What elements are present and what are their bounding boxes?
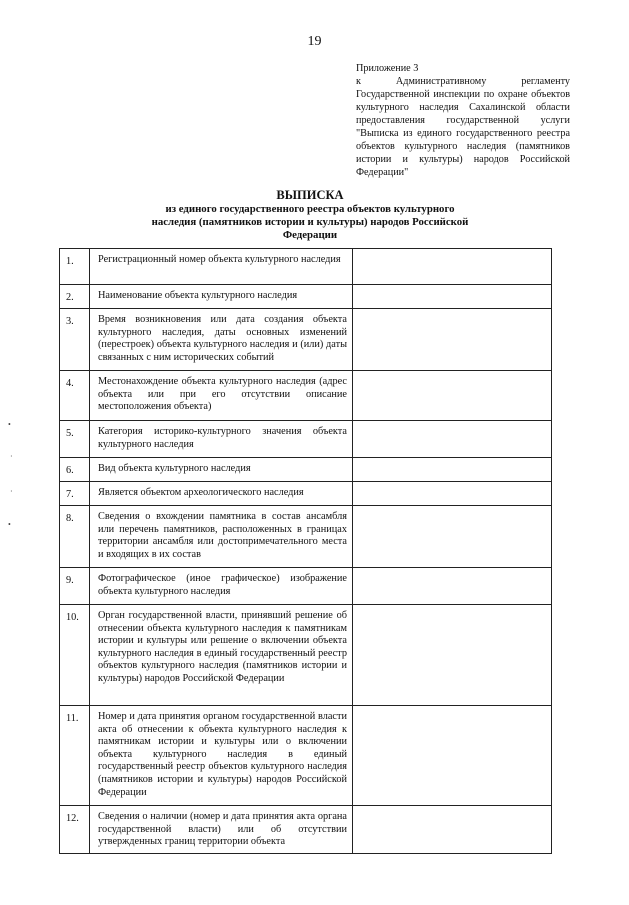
heading-subtitle: из единого государственного реестра объектов культурного наследия (памятников истории и культуры) народов Российской Федерации — [151, 203, 469, 241]
scan-speck: · — [10, 487, 13, 496]
row-number: 9. — [60, 568, 90, 605]
row-label: Вид объекта культурного наследия — [90, 458, 353, 482]
table-row — [60, 249, 552, 285]
row-value — [353, 706, 552, 806]
row-number: 6. — [60, 458, 90, 482]
table-row — [60, 506, 552, 568]
appendix-text: к Административному регламенту Государственной инспекции по охране объектов культурного наследия Сахалинской области предоставления государственной услуги "Выписка из единого государственного реестра объектов культурного наследия (памятников истории и культуры) народов Российской Федерации" — [356, 76, 570, 178]
table-row — [60, 706, 552, 806]
table-row — [60, 309, 552, 371]
table-row — [60, 806, 552, 854]
row-value — [353, 309, 552, 371]
row-label: Категория историко-культурного значения объекта культурного наследия — [90, 421, 353, 458]
row-value — [353, 371, 552, 421]
row-label: Местонахождение объекта культурного наследия (адрес объекта или при его отсутствии описание местоположения объекта) — [90, 371, 353, 421]
row-label: Орган государственной власти, принявший решение об отнесении объекта культурного наследия к памятникам истории и культуры или решение о включении объекта культурного наследия в единый государственный реестр объектов культурного наследия (памятников истории и культуры) народов Российской Федерации — [90, 605, 353, 706]
row-label: Сведения о вхождении памятника в состав ансамбля или перечень памятников, расположенных в границах территории ансамбля или достопримечательного места и входящих в их состав — [90, 506, 353, 568]
table-row — [60, 285, 552, 309]
row-label: Номер и дата принятия органом государственной власти акта об отнесении к объекта культурного наследия к памятникам истории и культуры или о включении объекта культурного наследия в единый государственный реестр объектов культурного наследия (памятников истории и культуры) народов Российской Федерации — [90, 706, 353, 806]
row-number: 8. — [60, 506, 90, 568]
row-number: 1. — [60, 249, 90, 285]
row-value — [353, 249, 552, 285]
row-number: 12. — [60, 806, 90, 854]
scan-speck: · — [10, 452, 13, 461]
row-label: Регистрационный номер объекта культурного наследия — [90, 249, 353, 285]
appendix-block — [356, 62, 570, 179]
row-number: 7. — [60, 482, 90, 506]
scan-speck: • — [8, 520, 11, 529]
row-number: 2. — [60, 285, 90, 309]
row-label: Фотографическое (иное графическое) изображение объекта культурного наследия — [90, 568, 353, 605]
row-number: 3. — [60, 309, 90, 371]
scan-speck: • — [8, 420, 11, 429]
row-label: Наименование объекта культурного наследия — [90, 285, 353, 309]
appendix-title: Приложение 3 — [356, 63, 419, 74]
table-row — [60, 605, 552, 706]
row-value — [353, 806, 552, 854]
table-row — [60, 371, 552, 421]
document-heading — [150, 188, 470, 242]
row-value — [353, 458, 552, 482]
table-row — [60, 568, 552, 605]
row-value — [353, 482, 552, 506]
row-value — [353, 506, 552, 568]
row-value — [353, 421, 552, 458]
row-label: Является объектом археологического наследия — [90, 482, 353, 506]
row-label: Сведения о наличии (номер и дата принятия акта органа государственной власти) или об отсутствии утвержденных границ территории объекта — [90, 806, 353, 854]
row-label: Время возникновения или дата создания объекта культурного наследия, даты основных изменений (перестроек) объекта культурного наследия и (или) даты связанных с ним исторических событий — [90, 309, 353, 371]
row-number: 10. — [60, 605, 90, 706]
row-number: 4. — [60, 371, 90, 421]
extract-table — [59, 248, 552, 854]
row-value — [353, 568, 552, 605]
row-value — [353, 605, 552, 706]
page-number: 19 — [307, 34, 322, 49]
table-row — [60, 482, 552, 506]
row-value — [353, 285, 552, 309]
row-number: 5. — [60, 421, 90, 458]
row-number: 11. — [60, 706, 90, 806]
heading-main: ВЫПИСКА — [276, 188, 344, 202]
table-row — [60, 458, 552, 482]
table-row — [60, 421, 552, 458]
